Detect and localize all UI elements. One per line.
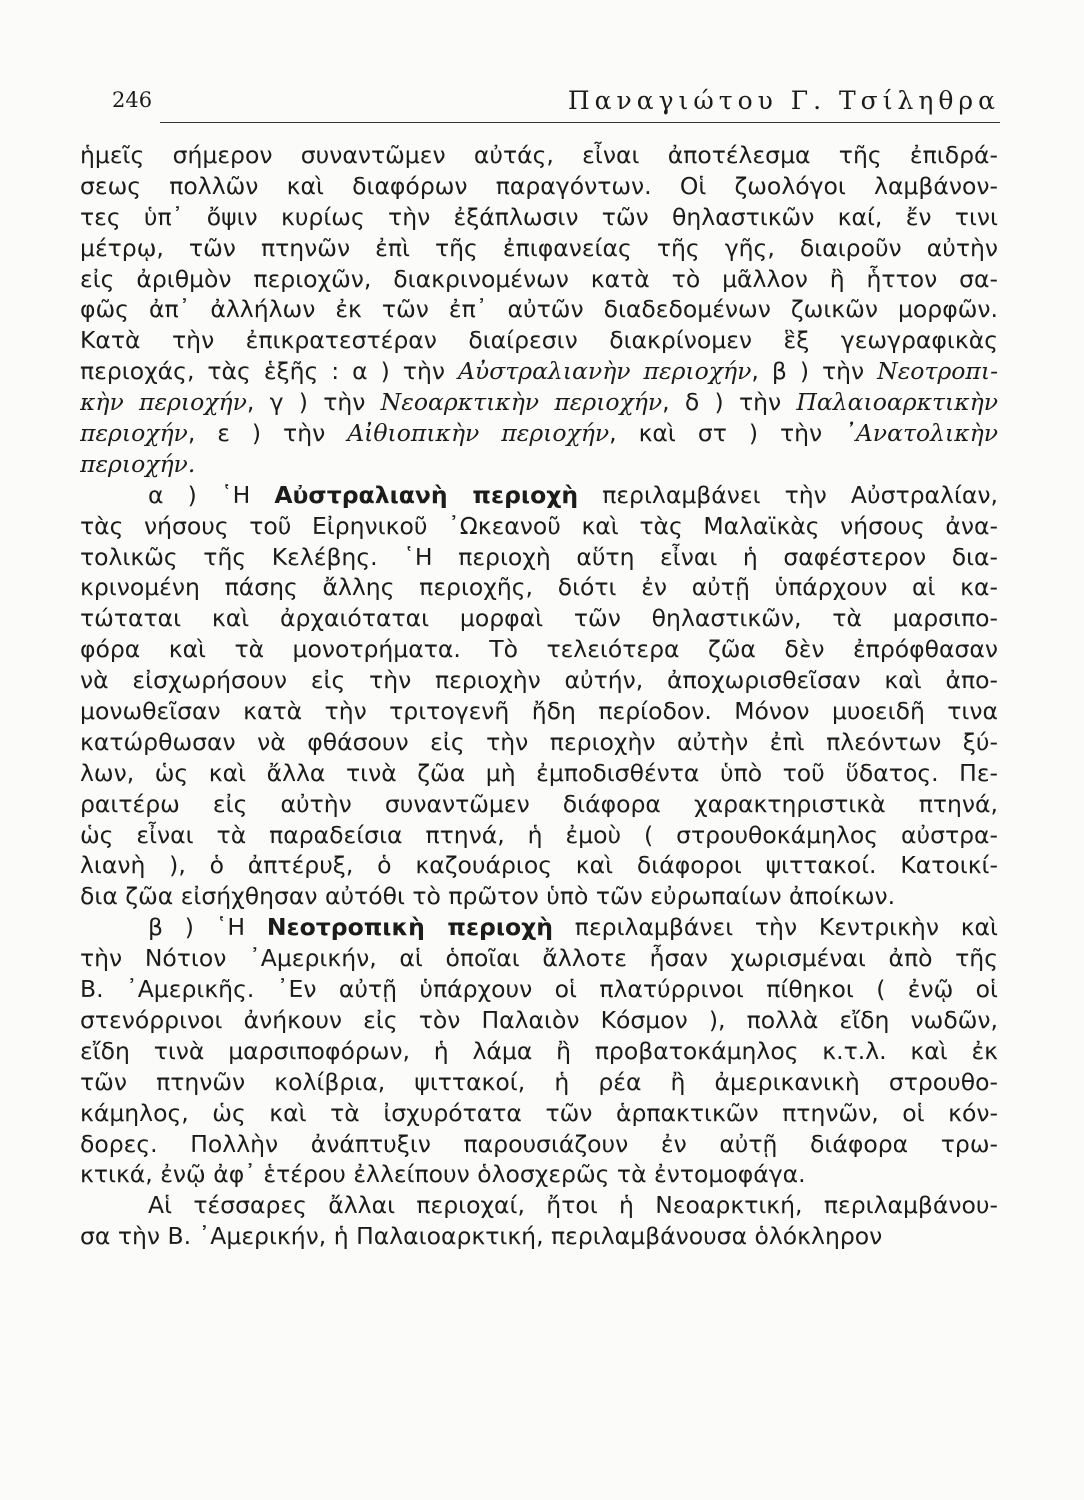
- page-header: [112, 80, 1000, 126]
- text-segment: α ) ῾Η: [148, 480, 275, 509]
- text-segment: σα τὴν Β. ᾽Αμερικήν, ἡ Παλαιοαρκτική, περιλαμβάνουσα ὁλόκληρον: [80, 1222, 883, 1251]
- text-segment: Κατὰ τὴν ἐπικρατεστέραν διαίρεσιν διακρίνομεν ἓξ γεωγραφικὰς: [80, 326, 998, 355]
- text-line: [80, 820, 1000, 851]
- italic-term: κὴν περιοχήν: [80, 388, 247, 417]
- text-segment: σεως πολλῶν καὶ διαφόρων παραγόντων. Οἱ ζωολόγοι λαμβάνον-: [80, 171, 998, 200]
- text-segment: κατώρθωσαν νὰ φθάσουν εἰς τὴν περιοχὴν αὐτὴν ἐπὶ πλεόντων ξύ-: [80, 727, 998, 756]
- text-line: [80, 572, 1000, 603]
- text-line: [80, 696, 1000, 727]
- text-segment: περιοχάς, τὰς ἑξῆς : α ) τὴν: [80, 357, 458, 386]
- text-line: [80, 974, 1000, 1005]
- text-line: [80, 140, 1000, 171]
- text-line: [80, 789, 1000, 820]
- text-segment: μονωθεῖσαν κατὰ τὴν τριτογενῆ ἤδη περίοδον. Μόνον μυοειδῆ τινα: [80, 697, 998, 726]
- italic-term: Νεοαρκτικὴν περιοχήν: [380, 388, 663, 417]
- text-segment: τὰς νήσους τοῦ Εἰρηνικοῦ ᾽Ωκεανοῦ καὶ τὰς Μαλαϊκὰς νήσους ἀνα-: [80, 511, 998, 540]
- text-line: [80, 264, 1000, 295]
- text-line: [80, 665, 1000, 696]
- text-line: [80, 233, 1000, 264]
- text-segment: , ε ) τὴν: [187, 419, 348, 448]
- text-segment: ραιτέρω εἰς αὐτὴν συναντῶμεν διάφορα χαρακτηριστικὰ πτηνά,: [80, 789, 998, 818]
- text-segment: νὰ εἰσχωρήσουν εἰς τὴν περιοχὴν αὐτήν, ἀποχωρισθεῖσαν καὶ ἀπο-: [80, 666, 998, 695]
- text-line: [80, 943, 1000, 974]
- text-segment: κτικά, ἐνῷ ἀφ᾽ ἑτέρου ἐλλείπουν ὁλοσχερῶς τὰ ἐντομοφάγα.: [80, 1160, 806, 1189]
- text-segment: , β ) τὴν: [751, 357, 878, 386]
- text-line: [80, 202, 1000, 233]
- text-line: [80, 758, 1000, 789]
- italic-term: Αἰθιοπικὴν περιοχήν: [347, 419, 610, 448]
- text-line: [80, 1221, 1000, 1252]
- text-segment: ὡς εἶναι τὰ παραδείσια πτηνά, ἡ ἐμοὺ ( στρουθοκάμηλος αὐστρα-: [80, 820, 998, 849]
- text-segment: , καὶ στ ) τὴν: [609, 419, 845, 448]
- text-line: [80, 356, 1000, 387]
- text-line: [80, 1036, 1000, 1067]
- italic-term: Παλαιοαρκτικὴν: [796, 388, 998, 417]
- italic-term: Αὐστραλιανὴν περιοχήν: [457, 357, 752, 386]
- text-segment: ἡμεῖς σήμερον συναντῶμεν αὐτάς, εἶναι ἀποτέλεσμα τῆς ἐπιδρά-: [80, 141, 998, 169]
- text-segment: δια ζῶα εἰσήχθησαν αὐτόθι τὸ πρῶτον ὑπὸ τῶν εὐρωπαίων ἀποίκων.: [80, 882, 896, 911]
- text-segment: τες ὑπ᾽ ὄψιν κυρίως τὴν ἐξάπλωσιν τῶν θηλαστικῶν καί, ἔν τινι: [80, 202, 998, 231]
- text-segment: εἴδη τινὰ μαρσιποφόρων, ἡ λάμα ἢ προβατοκάμηλος κ.τ.λ. καὶ ἐκ: [80, 1036, 998, 1065]
- text-line: [80, 171, 1000, 202]
- text-segment: , δ ) τὴν: [662, 388, 797, 417]
- bold-term: Νεοτροπικὴ περιοχὴ: [266, 913, 554, 942]
- text-line: [80, 542, 1000, 573]
- page-number: 246: [112, 88, 153, 112]
- italic-term: περιοχήν.: [80, 449, 196, 478]
- text-segment: κάμηλος, ὡς καὶ τὰ ἰσχυρότατα τῶν ἁρπακτικῶν πτηνῶν, οἱ κόν-: [80, 1098, 998, 1127]
- text-line: [80, 511, 1000, 542]
- text-line: [80, 294, 1000, 325]
- text-line: [80, 1129, 1000, 1160]
- text-segment: Β. ᾽Αμερικῆς. ᾽Εν αὐτῇ ὑπάρχουν οἱ πλατύρρινοι πίθηκοι ( ἐνῷ οἱ: [80, 975, 998, 1004]
- text-line: [80, 1067, 1000, 1098]
- text-segment: λων, ὡς καὶ ἄλλα τινὰ ζῶα μὴ ἐμποδισθέντα ὑπὸ τοῦ ὕδατος. Πε-: [80, 758, 998, 787]
- text-segment: τολικῶς τῆς Κελέβης. ῾Η περιοχὴ αὕτη εἶναι ἡ σαφέστερον δια-: [80, 542, 998, 571]
- text-segment: στενόρρινοι ἀνήκουν εἰς τὸν Παλαιὸν Κόσμον ), πολλὰ εἴδη νωδῶν,: [80, 1005, 998, 1034]
- text-segment: κρινομένη πάσης ἄλλης περιοχῆς, διότι ἐν αὐτῇ ὑπάρχουν αἱ κα-: [80, 573, 998, 602]
- text-segment: τὴν Νότιον ᾽Αμερικήν, αἱ ὁποῖαι ἄλλοτε ἦσαν χωρισμέναι ἀπὸ τῆς: [80, 944, 998, 973]
- text-segment: περιλαμβάνει τὴν Αὐστραλίαν,: [578, 480, 998, 509]
- text-line: [80, 325, 1000, 356]
- italic-term: Νεοτροπι-: [877, 357, 999, 386]
- italic-term: περιοχήν: [80, 419, 188, 448]
- text-segment: περιλαμβάνει τὴν Κεντρικὴν καὶ: [553, 913, 998, 942]
- header-rule: [160, 122, 1000, 123]
- text-line: [80, 634, 1000, 665]
- text-line: [80, 1159, 1000, 1190]
- text-line: [80, 387, 1000, 418]
- running-head: Παναγιώτου Γ. Τσίληθρα: [567, 86, 1000, 115]
- bold-term: Αὐστραλιανὴ περιοχὴ: [274, 480, 579, 509]
- text-line: [80, 480, 1000, 511]
- text-line: [80, 449, 1000, 480]
- text-line: [80, 727, 1000, 758]
- text-segment: εἰς ἀριθμὸν περιοχῶν, διακρινομένων κατὰ τὸ μᾶλλον ἢ ἧττον σα-: [80, 264, 998, 293]
- italic-term: ᾽Ανατολικὴν: [844, 419, 998, 448]
- text-line: [80, 418, 1000, 449]
- text-segment: Αἱ τέσσαρες ἄλλαι περιοχαί, ἤτοι ἡ Νεοαρκτική, περιλαμβάνου-: [148, 1191, 998, 1220]
- text-line: [80, 912, 1000, 943]
- text-segment: τώταται καὶ ἀρχαιόταται μορφαὶ τῶν θηλαστικῶν, τὰ μαρσιπο-: [80, 604, 998, 633]
- text-segment: φῶς ἀπ᾽ ἀλλήλων ἐκ τῶν ἐπ᾽ αὐτῶν διαδεδομένων ζωικῶν μορφῶν.: [80, 295, 998, 324]
- text-segment: μέτρῳ, τῶν πτηνῶν ἐπὶ τῆς ἐπιφανείας τῆς γῆς, διαιροῦν αὐτὴν: [80, 233, 998, 262]
- text-segment: τῶν πτηνῶν κολίβρια, ψιττακοί, ἡ ρέα ἢ ἀμερικανικὴ στρουθο-: [80, 1067, 998, 1096]
- text-body: [80, 140, 1000, 1252]
- text-segment: β ) ῾Η: [148, 913, 267, 942]
- text-segment: , γ ) τὴν: [246, 388, 381, 417]
- text-segment: δορες. Πολλὴν ἀνάπτυξιν παρουσιάζουν ἐν αὐτῇ διάφορα τρω-: [80, 1129, 998, 1158]
- text-line: [80, 1005, 1000, 1036]
- text-line: [80, 881, 1000, 912]
- text-line: [80, 1190, 1000, 1221]
- text-segment: λιανὴ ), ὁ ἀπτέρυξ, ὁ καζουάριος καὶ διάφοροι ψιττακοί. Κατοικί-: [80, 851, 998, 880]
- text-line: [80, 603, 1000, 634]
- text-segment: φόρα καὶ τὰ μονοτρήματα. Τὸ τελειότερα ζῶα δὲν ἐπρόφθασαν: [80, 635, 998, 664]
- text-line: [80, 850, 1000, 881]
- text-line: [80, 1098, 1000, 1129]
